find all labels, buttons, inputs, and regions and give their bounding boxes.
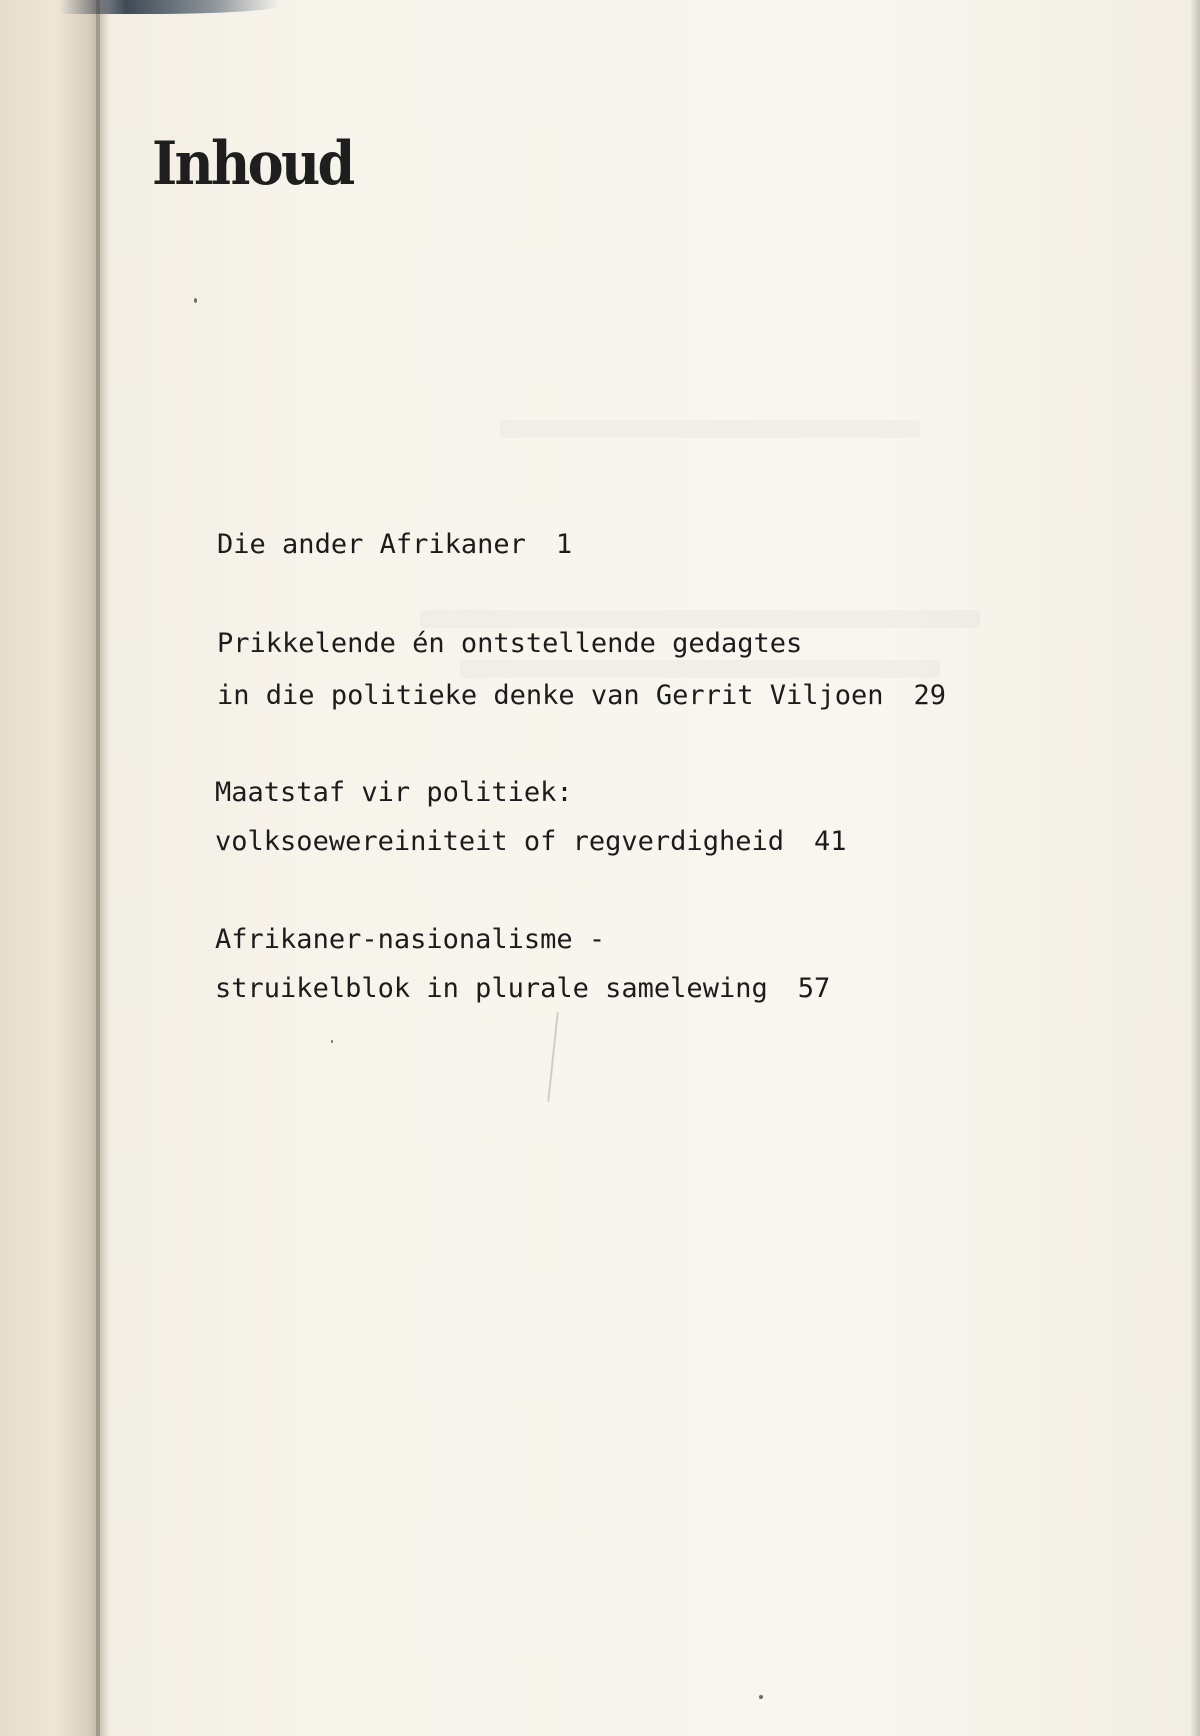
toc-page-number: 41 bbox=[813, 826, 847, 857]
toc-entry-title bbox=[150, 801, 847, 882]
toc-entry-text: Die ander Afrikaner bbox=[217, 529, 526, 560]
paper-speck bbox=[759, 1695, 763, 1699]
toc-entry-text: volksoewereiniteit of regverdigheid bbox=[215, 826, 784, 857]
page-title: Inhoud bbox=[152, 129, 353, 199]
toc-entry-text: Maatstaf vir politiek: bbox=[215, 777, 573, 808]
toc-entry-title bbox=[152, 504, 572, 585]
toc-entry-title bbox=[152, 655, 946, 736]
toc-entry-text: Prikkelende én ontstellende gedagtes bbox=[217, 628, 803, 659]
toc-page-number: 29 bbox=[913, 680, 947, 711]
toc-page-number: 57 bbox=[797, 973, 831, 1004]
toc-entry-title bbox=[150, 948, 830, 1029]
paper-speck bbox=[194, 298, 197, 303]
toc-entry-text: in die politieke denke van Gerrit Viljoen bbox=[217, 680, 884, 711]
toc-entry-text: struikelblok in plurale samelewing bbox=[215, 973, 768, 1004]
paper-speck bbox=[331, 1040, 333, 1043]
toc-page-number: 1 bbox=[555, 529, 573, 560]
toc-entry-text: Afrikaner-nasionalisme - bbox=[215, 924, 606, 955]
